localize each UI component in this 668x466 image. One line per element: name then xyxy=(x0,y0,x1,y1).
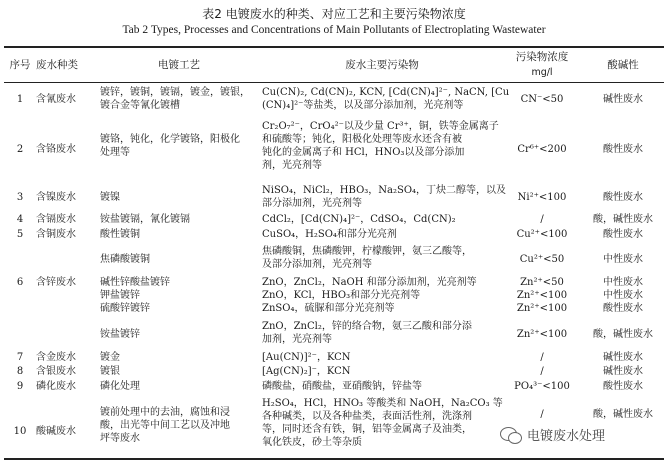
row-10-acidbase: 酸，碱性废水 xyxy=(593,409,653,420)
row-2-pollutants-2: 和硫酸等；钝化，阳极化处理等废水还含有被 xyxy=(262,134,462,145)
row-1-no: 1 xyxy=(16,94,24,105)
row-1-pollutants-2: (CN)₄]²⁻等盐类，以及部分添加剂，光亮剂等 xyxy=(262,100,464,111)
row-7-conc: / xyxy=(540,352,544,363)
row-7-no: 7 xyxy=(16,352,24,363)
row-9-type: 磷化废水 xyxy=(36,381,76,392)
row-2-process-2: 处理等 xyxy=(100,147,130,158)
row-7-pollutants-1: [Au(CN)]²⁻，KCN xyxy=(262,352,351,363)
row-6b-process-1: 铵盐镀锌 xyxy=(100,329,140,340)
row-4-type: 含镉废水 xyxy=(36,214,76,225)
row-8-acidbase: 碱性废水 xyxy=(603,366,643,377)
row-1-process-2: 镀合金等氰化镀槽 xyxy=(100,100,180,111)
row-6-conc-2: Zn²⁺<100 xyxy=(516,290,568,301)
row-5b-conc: Cu²⁺<50 xyxy=(519,254,565,265)
row-6-acidbase-3: 酸性废水 xyxy=(603,303,643,314)
row-2-acidbase: 酸性废水 xyxy=(603,144,643,155)
row-8-conc: / xyxy=(540,366,544,377)
row-6-pollutants-3: ZnSO₄，硫脲和部分光亮剂等 xyxy=(262,303,395,314)
row-3-conc: Ni²⁺<100 xyxy=(517,192,567,203)
row-6b-pollutants-1: ZnO，ZnCl₂，锌的络合物，氨三乙酸和部分添 xyxy=(262,321,472,332)
header-acidbase: 酸碱性 xyxy=(607,59,639,71)
row-10-pollutants-3: 等，同时还含有铁，铜，铝等金属离子及油类， xyxy=(262,424,472,435)
watermark xyxy=(500,425,605,444)
row-6b-pollutants-2: 加剂，光亮剂等 xyxy=(262,334,332,345)
row-5-no: 5 xyxy=(16,229,24,240)
row-5-pollutants-1: CuSO₄，H₂SO₄和部分光亮剂 xyxy=(262,229,397,240)
row-10-no: 10 xyxy=(13,426,27,437)
top-rule xyxy=(4,46,664,48)
row-4-pollutants-1: CdCl₂，[Cd(CN)₄]²⁻，CdSO₄，Cd(CN)₂ xyxy=(262,214,456,225)
row-4-conc: / xyxy=(540,214,544,225)
row-6-conc-3: Zn²⁺<100 xyxy=(516,303,568,314)
row-2-process-1: 镀铬，钝化，化学镀铬，阳极化 xyxy=(100,134,240,145)
row-6-conc-1: Zn²⁺<50 xyxy=(520,277,564,288)
row-10-pollutants-2: 各种碱类，以及各种盐类，表面活性剂，洗涤剂 xyxy=(262,411,472,422)
row-1-conc: CN⁻<50 xyxy=(520,94,564,105)
watermark-text: 电镀废水处理 xyxy=(527,429,606,444)
header-process: 电镀工艺 xyxy=(158,59,200,71)
row-3-pollutants-1: NiSO₄，NiCl₂，HBO₃，Na₂SO₄，丁炔二醇等，以及 xyxy=(262,185,507,196)
row-5b-pollutants-1: 焦磷酸铜，焦磷酸钾，柠檬酸钾，氨三乙酸等， xyxy=(262,246,472,257)
row-5-process-1: 酸性镀铜 xyxy=(100,229,140,240)
row-7-type: 含金废水 xyxy=(36,352,76,363)
row-8-process-1: 镀银 xyxy=(100,366,120,377)
row-5-acidbase: 酸性废水 xyxy=(603,229,643,240)
wechat-icon xyxy=(500,426,522,444)
row-6b-conc: Zn²⁺<100 xyxy=(516,329,568,340)
row-1-pollutants-1: Cu(CN)₂, Cd(CN)₂, KCN, [Cd(CN)₄]²⁻, NaCN, [Cu xyxy=(262,87,510,98)
row-4-no: 4 xyxy=(16,214,24,225)
row-2-pollutants-4: 剂，光亮剂等 xyxy=(262,160,322,171)
row-3-type: 含镍废水 xyxy=(36,192,76,203)
table-title-cn: 表2 电镀废水的种类、对应工艺和主要污染物浓度 xyxy=(202,7,466,21)
row-8-type: 含银废水 xyxy=(36,366,76,377)
row-10-process-1: 镀前处理中的去油，腐蚀和浸 xyxy=(100,407,230,418)
row-5-type: 含铜废水 xyxy=(36,229,76,240)
row-7-process-1: 镀金 xyxy=(100,352,120,363)
bottom-rule xyxy=(4,458,664,460)
row-2-type: 含铬废水 xyxy=(36,144,76,155)
row-2-pollutants-1: Cr₂O₇²⁻，CrO₄²⁻以及少量 Cr³⁺，铜，铁等金属离子 xyxy=(262,121,499,132)
header-conc-unit: mg/l xyxy=(531,67,553,78)
row-1-type: 含氰废水 xyxy=(36,94,76,105)
row-6-pollutants-2: ZnO，KCl，HBO₃和部分光亮剂等 xyxy=(262,290,421,301)
row-5b-process-1: 焦磷酸镀铜 xyxy=(100,254,150,265)
row-3-pollutants-2: 部分添加剂，光亮剂等 xyxy=(262,198,362,209)
row-9-pollutants-1: 磷酸盐，硝酸盐，亚硝酸钠，锌盐等 xyxy=(262,381,422,392)
table-title-en: Tab 2 Types, Processes and Concentrations of Main Pollutants of Electroplating Wastewater xyxy=(122,24,546,36)
row-6-no: 6 xyxy=(16,277,24,288)
row-10-process-3: 坪等废水 xyxy=(100,433,140,444)
row-6b-acidbase: 酸，碱性废水 xyxy=(593,329,653,340)
row-6-process-2: 钾盐镀锌 xyxy=(100,290,140,301)
row-5b-acidbase: 中性废水 xyxy=(603,254,643,265)
row-6-type: 含锌废水 xyxy=(36,277,76,288)
row-7-acidbase: 碱性废水 xyxy=(603,352,643,363)
row-6-acidbase-1: 中性废水 xyxy=(603,277,643,288)
row-5b-pollutants-2: 及部分添加剂，光亮剂等 xyxy=(262,259,372,270)
row-2-conc: Cr⁶⁺<200 xyxy=(517,144,567,155)
row-6-acidbase-2: 中性废水 xyxy=(603,290,643,301)
row-8-pollutants-1: [Ag(CN)₂]⁻，KCN xyxy=(262,366,351,377)
row-6-pollutants-1: ZnO，ZnCl₂，NaOH 和部分添加剂，光亮剂等 xyxy=(262,277,477,288)
row-8-no: 8 xyxy=(16,366,24,377)
row-9-acidbase: 酸性废水 xyxy=(603,381,643,392)
row-10-type: 酸碱废水 xyxy=(36,426,76,437)
row-6-process-3: 硫酸锌镀锌 xyxy=(100,303,150,314)
row-3-process-1: 镀镍 xyxy=(100,192,120,203)
row-10-conc: / xyxy=(540,409,544,420)
row-6-process-1: 碱性锌酸盐镀锌 xyxy=(100,277,170,288)
row-9-conc: PO₄³⁻<100 xyxy=(514,381,570,392)
header-rule xyxy=(4,82,664,83)
row-3-acidbase: 酸性废水 xyxy=(603,192,643,203)
row-9-process-1: 磷化处理 xyxy=(100,381,140,392)
row-10-pollutants-4: 氧化铁皮，砂土等杂质 xyxy=(262,437,362,448)
row-1-acidbase: 碱性废水 xyxy=(603,94,643,105)
row-4-acidbase: 酸，碱性废水 xyxy=(593,214,653,225)
row-5-conc: Cu²⁺<100 xyxy=(516,229,568,240)
row-2-pollutants-3: 钝化的金属离子和 HCl，HNO₃以及部分添加 xyxy=(262,147,465,158)
row-4-process-1: 铵盐镀镉，氰化镀镉 xyxy=(100,214,190,225)
header-conc: 污染物浓度 xyxy=(515,51,569,63)
header-type: 废水种类 xyxy=(36,59,78,71)
row-10-pollutants-1: H₂SO₄，HCl，HNO₃ 等酸类和 NaOH，Na₂CO₃ 等 xyxy=(262,398,503,409)
row-1-process-1: 镀锌，镀铜，镀镉，镀金，镀银， xyxy=(100,87,250,98)
header-no: 序号 xyxy=(9,59,31,71)
row-2-no: 2 xyxy=(16,144,24,155)
row-10-process-2: 酸，出光等中间工艺以及冲地 xyxy=(100,420,230,431)
row-9-no: 9 xyxy=(16,381,24,392)
header-pollutants: 废水主要污染物 xyxy=(345,59,419,71)
row-3-no: 3 xyxy=(16,192,24,203)
